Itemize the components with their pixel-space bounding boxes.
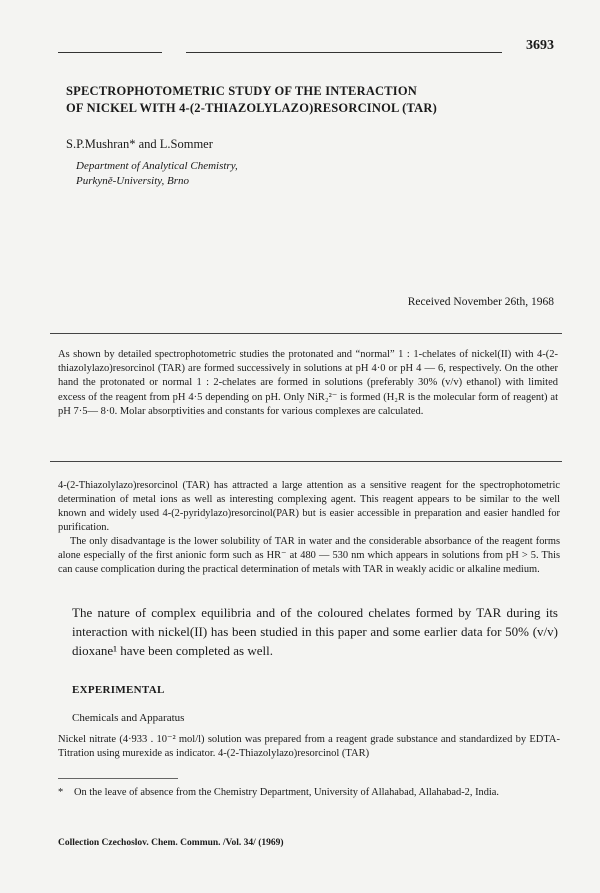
- page-number: 3693: [526, 38, 554, 53]
- header-rule-left: [58, 52, 162, 53]
- journal-citation: Collection Czechoslov. Chem. Commun. /Vol. 34/ (1969): [58, 838, 284, 848]
- paper-title: [66, 83, 546, 117]
- affiliation-line-2: Purkyně-University, Brno: [76, 175, 190, 187]
- title-line-1: SPECTROPHOTOMETRIC STUDY OF THE INTERACTION: [66, 84, 418, 98]
- title-line-2: OF NICKEL WITH 4-(2-THIAZOLYLAZO)RESORCINOL (TAR): [66, 101, 437, 115]
- footnote-rule: [58, 778, 178, 779]
- abstract-bottom-rule: [50, 461, 562, 462]
- authors: S.P.Mushran* and L.Sommer: [66, 137, 213, 151]
- abstract: As shown by detailed spectrophotometric studies the protonated and “normal” 1 : 1-chelates of nickel(II) with 4-(2-thiazolylazo)resorcinol (TAR) are formed successively in solutions at pH 4·0 or pH 4 — 6, respectively. On the other hand the protonated or normal 1 : 2-chelates are formed in solutions (preferably 30% (v/v) ethanol) with limited excess of the reagent from pH 4·5 depending on pH. Only NiR₂²⁻ is formed (H₂R is the molecular form of reagent) at pH 7·5— 8·0. Molar absorptivities and constants for various complexes are calculated.: [58, 349, 558, 417]
- received-date: Received November 26th, 1968: [407, 296, 554, 308]
- subheading-chemicals: Chemicals and Apparatus: [72, 712, 185, 724]
- intro-paragraph-2: The only disadvantage is the lower solubility of TAR in water and the considerable absorbance of the reagent forms alone especially of the first anionic form such as HR⁻ at 480 — 530 nm which appears in solutions from pH > 5. This can cause complication during the practical determination of metals with TAR in weakly acidic or alkaline medium.: [58, 536, 560, 575]
- affiliation-line-1: Department of Analytical Chemistry,: [76, 160, 238, 172]
- footnote-mark: *: [58, 787, 64, 798]
- footnote-text: On the leave of absence from the Chemistry Department, University of Allahabad, Allahabad-2, India.: [74, 787, 500, 798]
- affiliation: [76, 159, 238, 189]
- intro-paragraph-3: The nature of complex equilibria and of the coloured chelates formed by TAR during its interaction with nickel(II) has been studied in this paper and some earlier data for 50% (v/v) dioxane¹ have been completed as well.: [72, 605, 558, 658]
- section-heading-experimental: EXPERIMENTAL: [72, 684, 165, 696]
- experimental-text: Nickel nitrate (4·933 . 10⁻² mol/l) solution was prepared from a reagent grade substance and standardized by EDTA-Titration using murexide as indicator. 4-(2-Thiazolylazo)resorcinol (TAR): [58, 734, 560, 760]
- header-rule-right: [186, 52, 502, 53]
- abstract-top-rule: [50, 333, 562, 334]
- intro-paragraph-1: 4-(2-Thiazolylazo)resorcinol (TAR) has attracted a large attention as a sensitive reagent for the spectrophotometric determination of metal ions as well as interesting complexing agent. This reagent appears to be similar to the well known and widely used 4-(2-pyridylazo)resorcinol(PAR) but is easier accessible in preparation and easier handled for purification.: [58, 480, 560, 533]
- introduction: [58, 479, 560, 577]
- footnote: [58, 786, 558, 800]
